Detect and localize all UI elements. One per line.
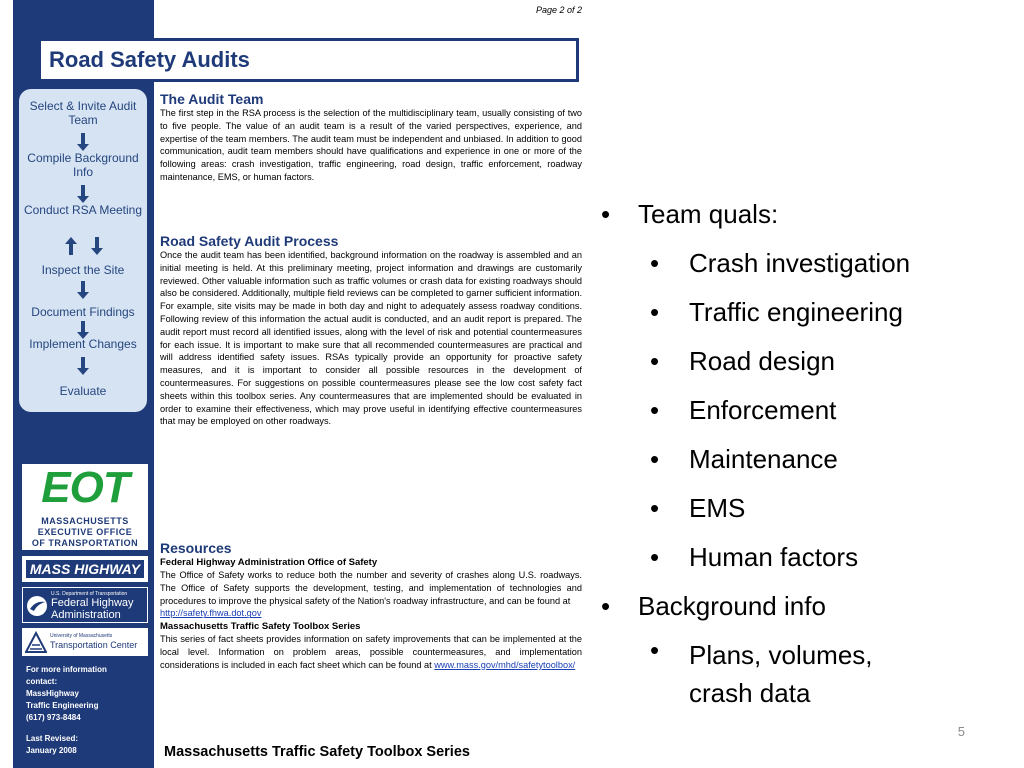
masshighway-mark: MASS HIGHWAY [26,560,144,578]
section-heading: Resources [160,540,232,556]
fhwa-safety-link[interactable]: http://safety.fhwa.dot.gov [160,608,262,619]
resource-title: Massachusetts Traffic Safety Toolbox Series [160,621,361,633]
arrow-down-icon [77,357,89,375]
bullet-level-2: • Road design [598,337,1018,386]
bullet-level-2: • Enforcement [598,386,1018,435]
contact-line: For more information [26,665,107,674]
flow-step: Compile Background Info [27,151,139,179]
arrow-down-icon [91,237,103,255]
contact-info [26,664,150,724]
toolbox-link[interactable]: www.mass.gov/mhd/safetytoolbox/ [434,659,576,670]
flow-step: Conduct RSA Meeting [23,203,143,217]
flow-step: Document Findings [31,305,135,319]
arrow-down-icon [77,185,89,203]
fhwa-line: Federal Highway [51,597,134,609]
audit-team-section [160,91,582,184]
eot-logo [22,464,148,550]
last-revised [26,733,150,757]
slide-bullet-list [598,190,1018,712]
resources-section [160,540,582,672]
eot-line: EXECUTIVE OFFICE [37,527,133,537]
flow-step: Select & Invite Audit Team [29,99,137,127]
eot-line: OF TRANSPORTATION [31,538,139,548]
revised-date: January 2008 [26,746,77,755]
bullet-level-2: • Traffic engineering [598,288,1018,337]
flow-step: Evaluate [59,384,107,398]
flow-step: Inspect the Site [41,263,125,277]
flow-step: Implement Changes [29,337,137,351]
process-section [160,233,582,428]
resource-text: This series of fact sheets provides information on safety improvements that can be implemented at the local level. Information on problem areas, possible countermeasures, and implementation considerations is included in each fact sheet which can be found at [160,634,582,670]
process-flow-chart [19,89,147,412]
bullet-level-1: • Background info [598,582,1018,631]
fhwa-line: Administration [51,609,121,621]
page-title: Road Safety Audits [49,47,250,72]
eot-mark: EOT [41,463,129,512]
bullet-level-2: • Maintenance [598,435,1018,484]
title-box [38,38,579,82]
resource-title: Federal Highway Administration Office of Safety [160,557,378,568]
masshighway-logo [22,556,148,582]
utc-emblem-icon [25,631,47,653]
series-footer: Massachusetts Traffic Safety Toolbox Series [164,744,470,760]
bullet-level-2: • Plans, volumes, crash data [598,631,918,712]
section-heading: The Audit Team [160,91,264,107]
section-heading: Road Safety Audit Process [160,233,339,249]
slide-number: 5 [957,724,965,739]
contact-line: contact: [26,677,58,686]
fhwa-logo [22,587,148,623]
contact-line: Traffic Engineering [26,701,99,710]
bullet-level-2: • Crash investigation [598,239,1018,288]
resource-text: The Office of Safety works to reduce both the number and severity of crashes along U.S. roadways. The Office of Safety supports the development, testing, and implementation of technologies and procedures to improve the physical safety of the Nation's roadway infrastructure, and can be found at [160,570,582,606]
utc-university-text: University of Massachusetts [50,633,113,639]
bullet-level-2: • Human factors [598,533,1018,582]
arrow-up-icon [65,237,77,255]
arrow-down-icon [77,133,89,151]
contact-line: MassHighway [26,689,79,698]
section-body: Once the audit team has been identified, background information on the roadway is assembled and an initial meeting is held. At this preliminary meeting, project information and drawings are customarily reviewed. Other valuable information such as traffic volumes or crash data for existing roadways should also be considered. Additionally, multiple field reviews can be completed to garner sufficient information. For example, site visits may be made in both day and night to adequately assess roadway conditions. Following review of this information the actual audit is conducted, and an audit report is prepared. The audit report must record all identified issues, along with the level of risk and potential countermeasures for each issue. It is important to make sure that all recommended countermeasures are practical and will address identified safety issues. RSAs typically provide an opportunity for proactive safety measures, and it is important to consider all possible resources in the development of countermeasures. For suggestions on possible countermeasures please see the low cost safety fact sheets within this toolbox series. Any countermeasures that are implemented should be evaluated in order to examine their effectiveness, which may prove useful in identifying effective countermeasures that may be employed on other roadways. [160,250,582,427]
resource-body [160,633,582,671]
fhwa-emblem-icon [26,595,48,617]
fhwa-dot-text: U.S. Department of Transportation [51,591,128,597]
bullet-level-2: • EMS [598,484,1018,533]
eot-line: MASSACHUSETTS [41,516,129,526]
page-label: Page 2 of 2 [535,5,582,15]
resource-body [160,569,582,607]
contact-line: (617) 973-8484 [26,713,81,722]
umass-transportation-center-logo [22,628,148,656]
arrow-down-icon [77,281,89,299]
section-body: The first step in the RSA process is the selection of the multidisciplinary team, usually consisting of two to five people. The value of an audit team is a result of the varied perspectives, experience, and expertise of the team members. The audit team must be independent and unbiased. In addition to good communication, audit team members should have qualifications and experience in one or more of the following areas: crash investigation, traffic engineering, road design, traffic enforcement, roadway maintenance, EMS, or human factors. [160,108,582,182]
bullet-level-1: • Team quals: [598,190,1018,239]
resource-link-row [160,607,582,620]
revised-label: Last Revised: [26,734,79,743]
utc-center-text: Transportation Center [50,640,138,650]
